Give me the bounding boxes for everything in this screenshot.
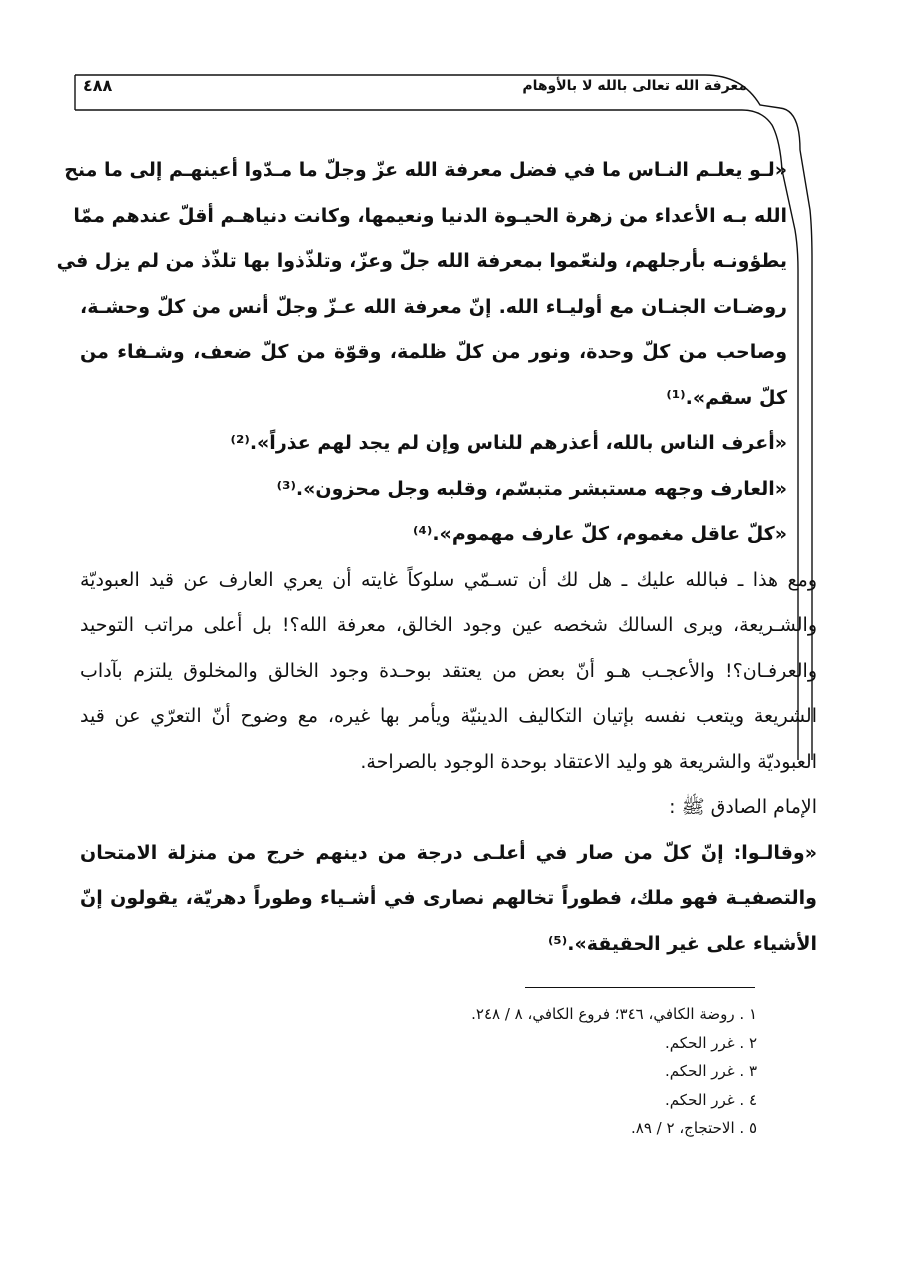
- paragraph-line: الشريعة ويتعب نفسه بإتيان التكاليف الدينيّة ويأمر بها غيره، مع وضوح أنّ التعرّي عن قيد: [80, 705, 817, 727]
- paragraph-line: والعرفـان؟! والأعجـب هـو أنّ بعض من يعتقد بوحـدة وجود الخالق والمخلوق يلتزم بآداب: [80, 659, 817, 682]
- footnotes: [471, 1000, 757, 1143]
- quote-1-line: «لـو يعلـم النـاس ما في فضل معرفة الله عزّ وجلّ ما مـدّوا أعينهـم إلى ما منح: [64, 159, 787, 181]
- quote-5-line: «وقالـوا: إنّ كلّ من صار في أعلـى درجة من دينهم خرج من منزلة الامتحان: [80, 841, 817, 864]
- quote-1-line: روضـات الجنـان مع أوليـاء الله. إنّ معرفة الله عـزّ وجلّ أنس من كلّ وحشـة،: [80, 295, 787, 318]
- main-text: [56, 148, 817, 967]
- paragraph-line: والشـريعة، ويرى السالك شخصه عين وجود الخالق، معرفة الله؟! بل أعلى مراتب التوحيد: [80, 614, 817, 636]
- running-title: معرفة الله تعالى بالله لا بالأوهام: [522, 78, 747, 94]
- imam-label: الإمام الصادق: [710, 796, 817, 818]
- paragraph-line: العبوديّة والشريعة هو وليد الاعتقاد بوحدة الوجود بالصراحة.: [360, 750, 817, 773]
- quote-5-line: والتصفيـة فهو ملك، فطوراً تخالهم نصارى في أشـياء وطوراً دهريّة، يقولون إنّ: [80, 887, 817, 909]
- footnote-4: ٤ . غرر الحكم.: [665, 1090, 757, 1109]
- page-number: ٤٨٨: [83, 76, 113, 95]
- footnote-separator: [525, 987, 755, 988]
- quote-1-line: يطؤونـه بأرجلهم، ولنعّموا بمعرفة الله جلّ وعزّ، وتلذّذوا بها تلذّذ من لم يزل في: [56, 250, 787, 272]
- quote-1-line: وصاحب من كلّ وحدة، ونور من كلّ ظلمة، وقوّة من كلّ ضعف، وشـفاء من: [80, 341, 787, 363]
- footnote-2: ٢ . غرر الحكم.: [665, 1033, 757, 1052]
- imam-heading: [80, 785, 817, 831]
- quote-2: «أعرف الناس بالله، أعذرهم للناس وإن لم يجد لهم عذراً».⁽²⁾: [230, 432, 787, 454]
- footnote-5: ٥ . الاحتجاج، ٢ / ٨٩.: [631, 1119, 757, 1137]
- footnote-1: ١ . روضة الكافي، ٣٤٦؛ فروع الكافي، ٨ / ٢٤٨.: [471, 1005, 757, 1023]
- paragraph-line: ومع هذا ـ فبالله عليك ـ هل لك أن تسـمّي سلوكاً غايته أن يعري العارف عن قيد العبوديّة: [80, 568, 817, 591]
- quote-1-line: الله بـه الأعداء من زهرة الحيـوة الدنيا ونعيمها، وكانت دنياهـم أقلّ عندهم ممّا: [73, 204, 787, 227]
- footnote-3: ٣ . غرر الحكم.: [665, 1062, 757, 1080]
- quote-4: «كلّ عاقل مغموم، كلّ عارف مهموم».⁽⁴⁾: [413, 523, 787, 545]
- imam-honorific: ﷺ :: [669, 796, 705, 818]
- quote-5-line: الأشياء على غير الحقيقة».⁽⁵⁾: [547, 932, 817, 955]
- quote-3: «العارف وجهه مستبشر متبسّم، وقلبه وجل محزون».⁽³⁾: [276, 477, 787, 500]
- quote-1-line: كلّ سقم».⁽¹⁾: [666, 386, 787, 409]
